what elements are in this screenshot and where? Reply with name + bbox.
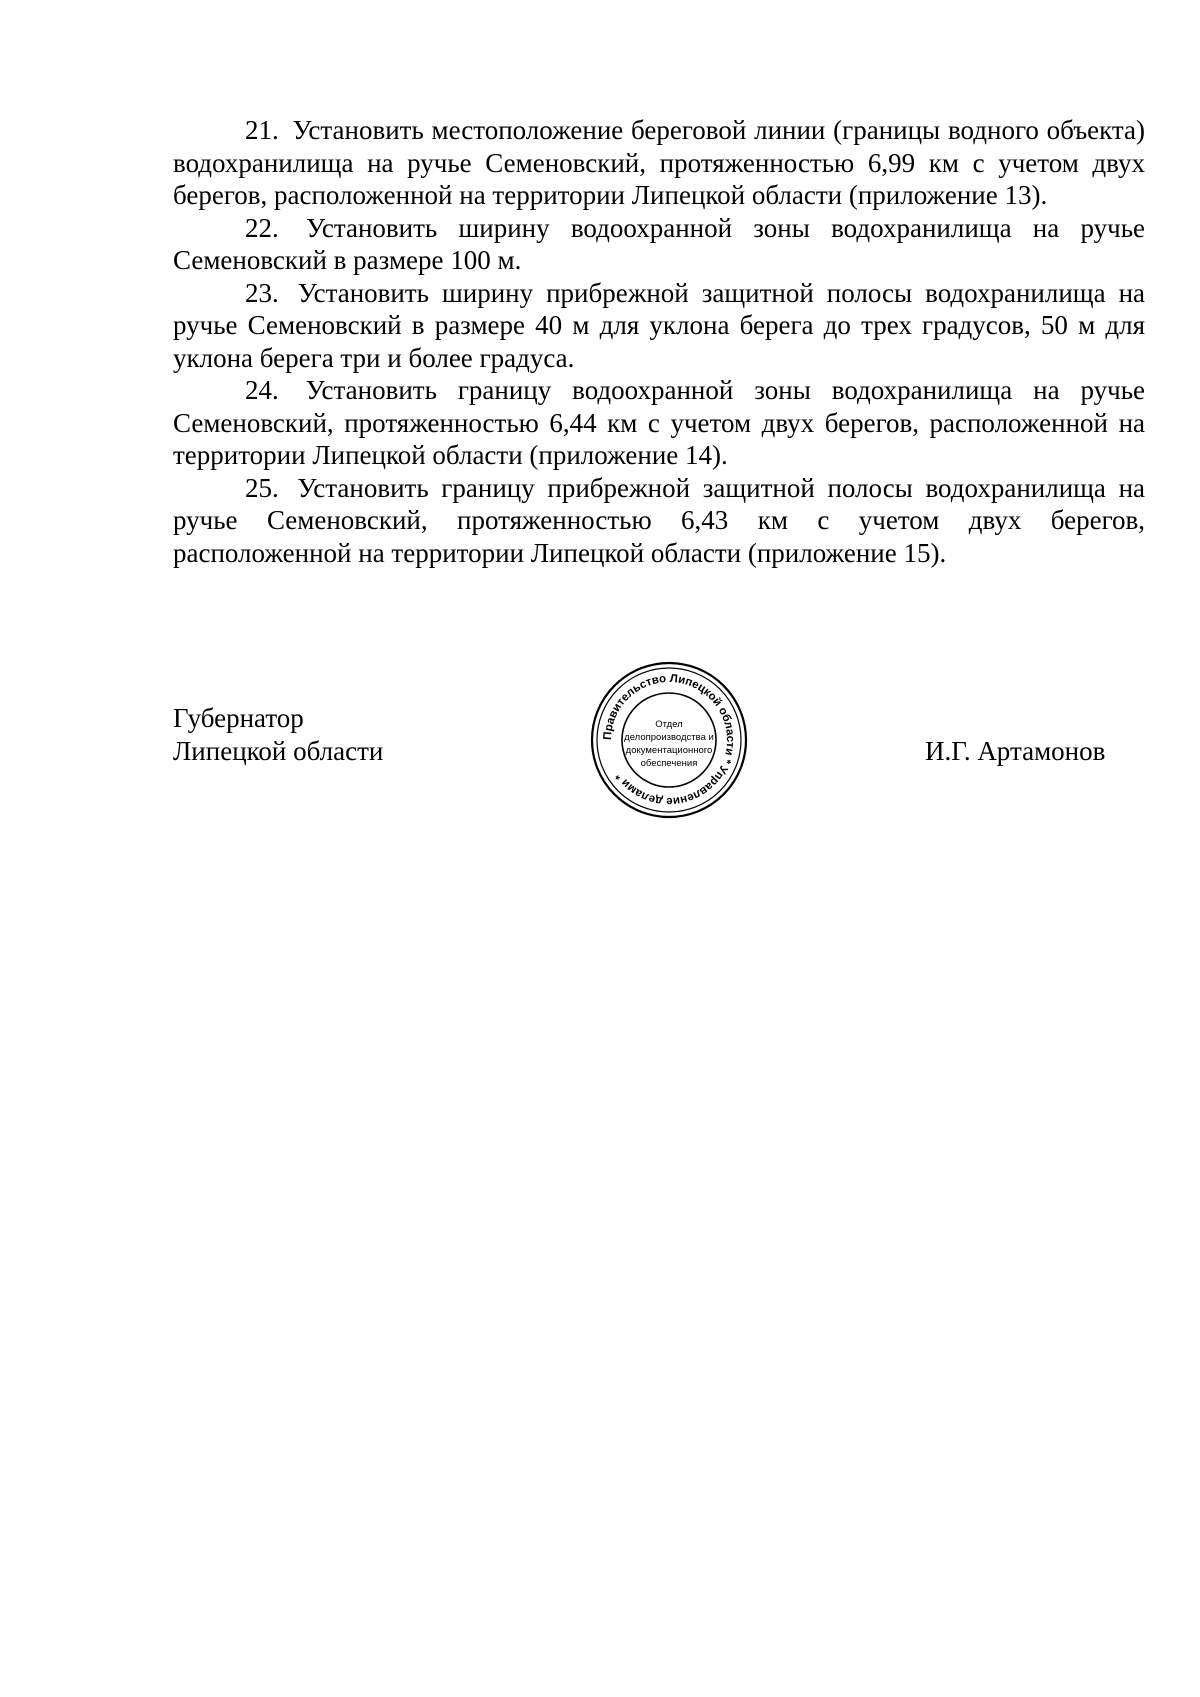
stamp-center-line-1: Отдел xyxy=(655,719,683,730)
paragraph-number: 24. xyxy=(245,375,279,405)
paragraph-number: 21. xyxy=(245,115,279,145)
paragraph-text: Установить ширину прибрежной защитной полосы водохранилища на ручье Семеновский в размере 40 м для уклона берега до трех градусов, 50 м для уклона берега три и более градуса. xyxy=(173,277,1145,373)
paragraph-21 xyxy=(173,114,1145,212)
paragraph-number: 25. xyxy=(245,472,279,503)
paragraph-23 xyxy=(173,277,1145,375)
signatory-region: Липецкой области xyxy=(173,735,384,766)
paragraph-24 xyxy=(173,374,1145,472)
paragraph-number: 23. xyxy=(245,277,279,308)
paragraph-22 xyxy=(173,212,1145,277)
paragraph-text: Установить границу водоохранной зоны водохранилища на ручье Семеновский, протяженностью 6,44 км с учетом двух берегов, расположенной на территории Липецкой области (приложение 14). xyxy=(173,375,1145,470)
stamp-center-line-4: обеспечения xyxy=(640,758,698,769)
stamp-outer-text: Правительство Липецкой области * Управление делами * xyxy=(601,672,737,808)
signatory-name: И.Г. Артамонов xyxy=(925,736,1106,766)
document-body xyxy=(173,114,1145,569)
paragraph-text: Установить границу прибрежной защитной полосы водохранилища на ручье Семеновский, протяженностью 6,43 км с учетом двух берегов, расположенной на территории Липецкой области (приложение 15). xyxy=(173,472,1146,568)
signatory-title: Губернатор xyxy=(173,703,304,733)
official-stamp xyxy=(589,660,749,820)
paragraph-text: Установить ширину водоохранной зоны водохранилища на ручье Семеновский в размере 100 м. xyxy=(173,212,1145,275)
paragraph-25 xyxy=(173,472,1145,570)
paragraph-text: Установить местоположение береговой линии (границы водного объекта) водохранилища на ручье Семеновский, протяженностью 6,99 км с учетом двух берегов, расположенной на территории Липецкой области (приложение 13). xyxy=(173,115,1145,210)
signatory-position xyxy=(173,702,383,767)
stamp-center-line-2: делопроизводства и xyxy=(624,732,714,743)
stamp-seal-icon xyxy=(589,660,749,820)
stamp-center-line-3: документационного xyxy=(625,745,713,756)
paragraph-number: 22. xyxy=(245,212,279,243)
